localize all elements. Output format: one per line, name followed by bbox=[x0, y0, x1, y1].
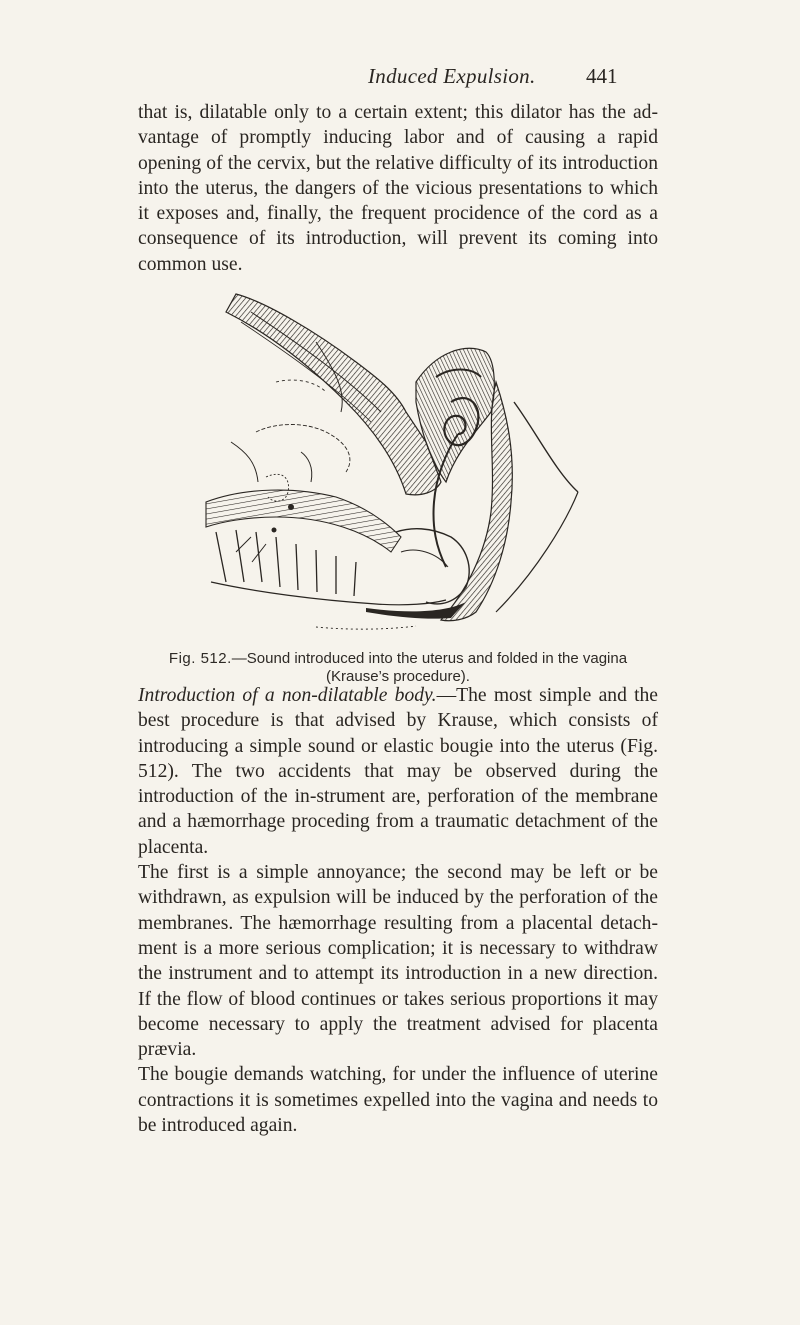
paragraph-2: The first is a simple annoyance; the second may be left or be withdrawn, as expulsion will be induced by the perforation of the membranes. The hæmorrhage resulting from a placental detach-ment is a more serious complication; it is necessary to withdraw the instrument and to attempt its introduction in a new direction. If the flow of blood continues or takes serious proportions it may become necessary to apply the treatment advised for placenta prævia. bbox=[138, 862, 658, 1061]
paragraph-text: that is, dilatable only to a certain extent; this dilator has the ad-vantage of promptly inducing labor and of causing a rapid opening of the cervix, but the relative difficulty of its introduction into the uterus, the dangers of the vicious presentations to which it exposes and, finally, the frequent procidence of the cord as a consequence of its introduction, will prevent its coming into common use. bbox=[138, 102, 658, 275]
figure-caption-text: —Sound introduced into the uterus and folded in the vagina (Krause’s procedure). bbox=[231, 650, 628, 685]
figure-label: Fig. 512. bbox=[168, 650, 232, 667]
running-head bbox=[0, 64, 800, 94]
continued-paragraph bbox=[138, 100, 658, 277]
running-title: Induced Expulsion. bbox=[368, 64, 536, 88]
section-body bbox=[138, 683, 658, 1138]
paragraph-1-text: —The most simple and the best procedure is that advised by Krause, which consists of introducing a simple sound or elastic bougie into the uterus (Fig. 512). The two accidents that may be observed during the introduction of the in-strument are, perforation of the membrane and a hæmorrhage proceding from a traumatic detachment of the placenta. bbox=[138, 685, 659, 858]
uterus-cross-section-engraving bbox=[196, 282, 596, 642]
page-number: 441 bbox=[586, 64, 618, 88]
paragraph-3: The bougie demands watching, for under the influence of uterine contractions it is sometimes expelled into the vagina and needs to be introduced again. bbox=[138, 1064, 658, 1137]
section-lead-in: Introduction of a non-dilatable body. bbox=[138, 685, 437, 706]
figure-512 bbox=[196, 282, 596, 642]
figure-caption bbox=[138, 650, 658, 685]
paragraph-1 bbox=[138, 683, 658, 860]
